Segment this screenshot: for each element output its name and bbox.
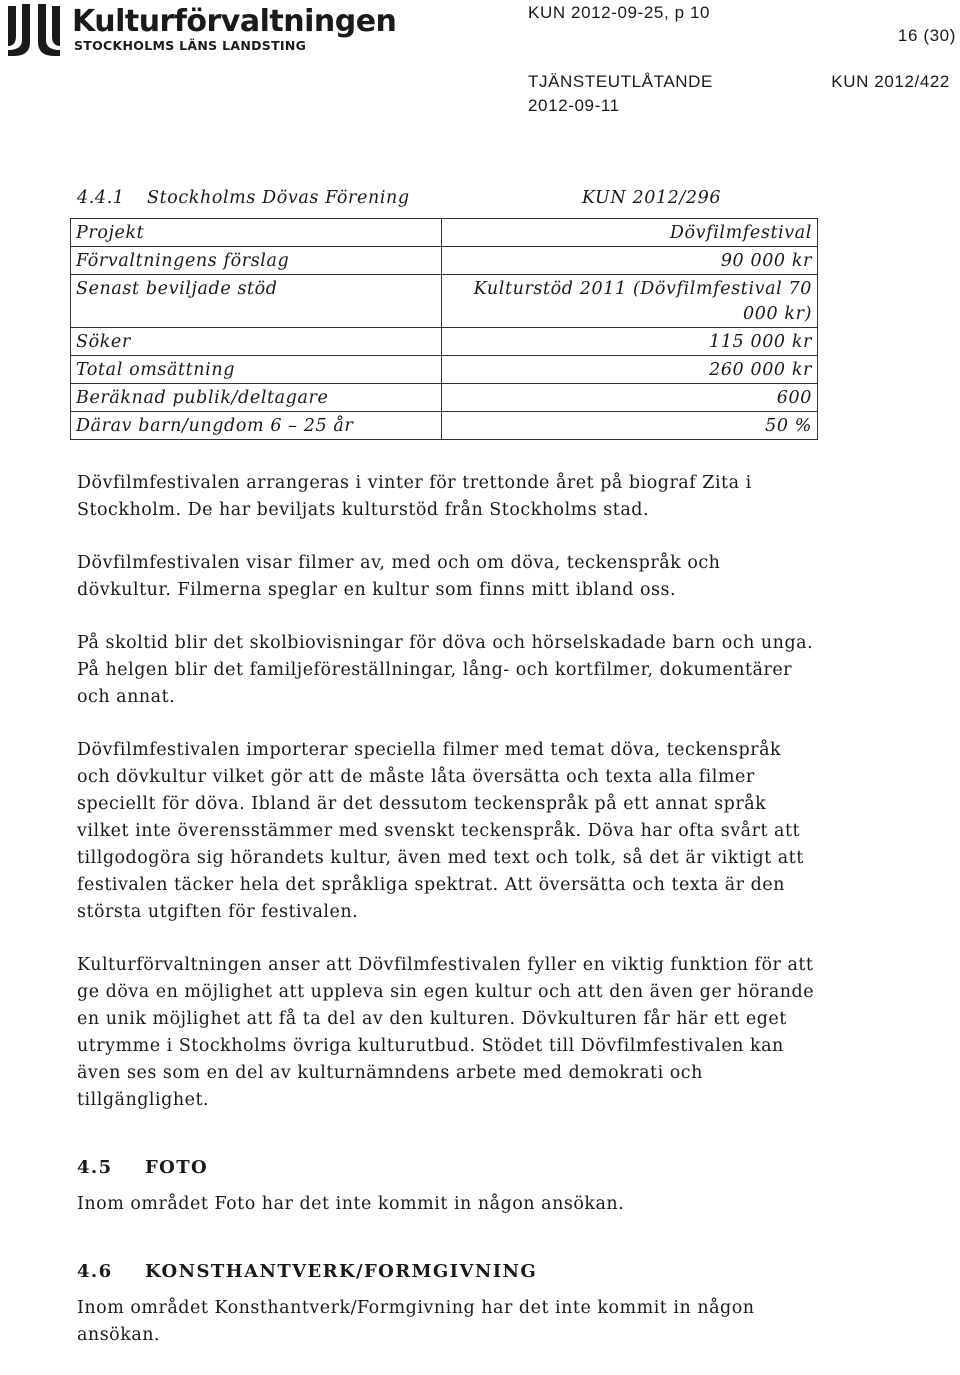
fact-value: 600 — [442, 384, 818, 412]
body-paragraph: Dövfilmfestivalen importerar speciella filmer med temat döva, teckenspråk och dövkultur vilket gör att de måste låta översätta och texta alla filmer speciellt för döva. Ibland är det dessutom teckenspråk på ett annat språk vilket inte överensstämmer med svenskt teckenspråk. Döva har ofta svårt att tillgodogöra sig hörandets kultur, även med text och tolk, så det är viktigt att festivalen täcker hela det språkliga spektrat. Att översätta och texta är den största utgiften för festivalen. — [77, 740, 804, 922]
table-row — [71, 412, 818, 440]
section-heading-konsthantverk — [77, 1258, 817, 1285]
document-date: 2012-09-11 — [528, 96, 620, 115]
section-heading — [77, 188, 737, 208]
table-row — [71, 384, 818, 412]
fact-value: 90 000 kr — [442, 247, 818, 275]
fact-value: 50 % — [442, 412, 818, 440]
section-title: FOTO — [145, 1157, 209, 1178]
document-body — [77, 470, 817, 1375]
section-number: 4.6 — [77, 1261, 113, 1282]
table-row — [71, 275, 818, 328]
fact-label: Därav barn/ungdom 6 – 25 år — [71, 412, 442, 440]
body-paragraph: Dövfilmfestivalen visar filmer av, med och om döva, teckenspråk och dövkultur. Filmerna speglar en kultur som finns mitt ibland oss. — [77, 553, 721, 600]
org-logo — [4, 2, 397, 58]
section-title: Stockholms Dövas Förening — [147, 188, 410, 208]
fact-label: Förvaltningens förslag — [71, 247, 442, 275]
fact-value: Dövfilmfestival — [442, 219, 818, 247]
table-row — [71, 328, 818, 356]
meeting-stamp: KUN 2012-09-25, p 10 — [528, 3, 711, 22]
org-subtitle: STOCKHOLMS LÄNS LANDSTING — [74, 38, 307, 53]
fact-label: Total omsättning — [71, 356, 442, 384]
fact-value: 115 000 kr — [442, 328, 818, 356]
fact-label: Söker — [71, 328, 442, 356]
document-number: KUN 2012/422 — [831, 72, 950, 91]
section-number: 4.5 — [77, 1157, 113, 1178]
table-row — [71, 219, 818, 247]
body-paragraph: Kulturförvaltningen anser att Dövfilmfestivalen fyller en viktig funktion för att ge döva en möjlighet att uppleva sin egen kultur och att den även ger hörande en unik möjlighet att få ta del av den kulturen. Dövkulturen får här ett eget utrymme i Stockholms övriga kulturutbud. Stödet till Dövfilmfestivalen kan även ses som en del av kulturnämndens arbete med demokrati och tillgänglighet. — [77, 955, 815, 1110]
body-paragraph: Dövfilmfestivalen arrangeras i vinter för trettonde året på biograf Zita i Stockholm. De har beviljats kulturstöd från Stockholms stad. — [77, 473, 752, 520]
fact-value: Kulturstöd 2011 (Dövfilmfestival 70 000 kr) — [442, 275, 818, 328]
table-row — [71, 356, 818, 384]
body-paragraph: På skoltid blir det skolbiovisningar för döva och hörselskadade barn och unga. På helgen blir det familjeföreställningar, lång- och kortfilmer, dokumentärer och annat. — [77, 633, 814, 707]
table-row — [71, 247, 818, 275]
body-paragraph: Inom området Foto har det inte kommit in någon ansökan. — [77, 1194, 625, 1214]
fact-label: Senast beviljade stöd — [71, 275, 442, 328]
section-number: 4.4.1 — [77, 188, 125, 208]
body-paragraph: Inom området Konsthantverk/Formgivning har det inte kommit in någon ansökan. — [77, 1298, 755, 1345]
section-dnr: KUN 2012/296 — [582, 188, 722, 208]
sll-logo-icon — [4, 2, 64, 58]
fact-value: 260 000 kr — [442, 356, 818, 384]
org-name: Kulturförvaltningen — [72, 4, 397, 39]
section-heading-foto — [77, 1154, 817, 1181]
page-number: 16 (30) — [897, 26, 956, 45]
section-title: KONSTHANTVERK/FORMGIVNING — [145, 1261, 538, 1282]
fact-label: Projekt — [71, 219, 442, 247]
project-facts-table — [70, 218, 818, 440]
document-type: TJÄNSTEUTLÅTANDE — [528, 72, 713, 91]
fact-label: Beräknad publik/deltagare — [71, 384, 442, 412]
